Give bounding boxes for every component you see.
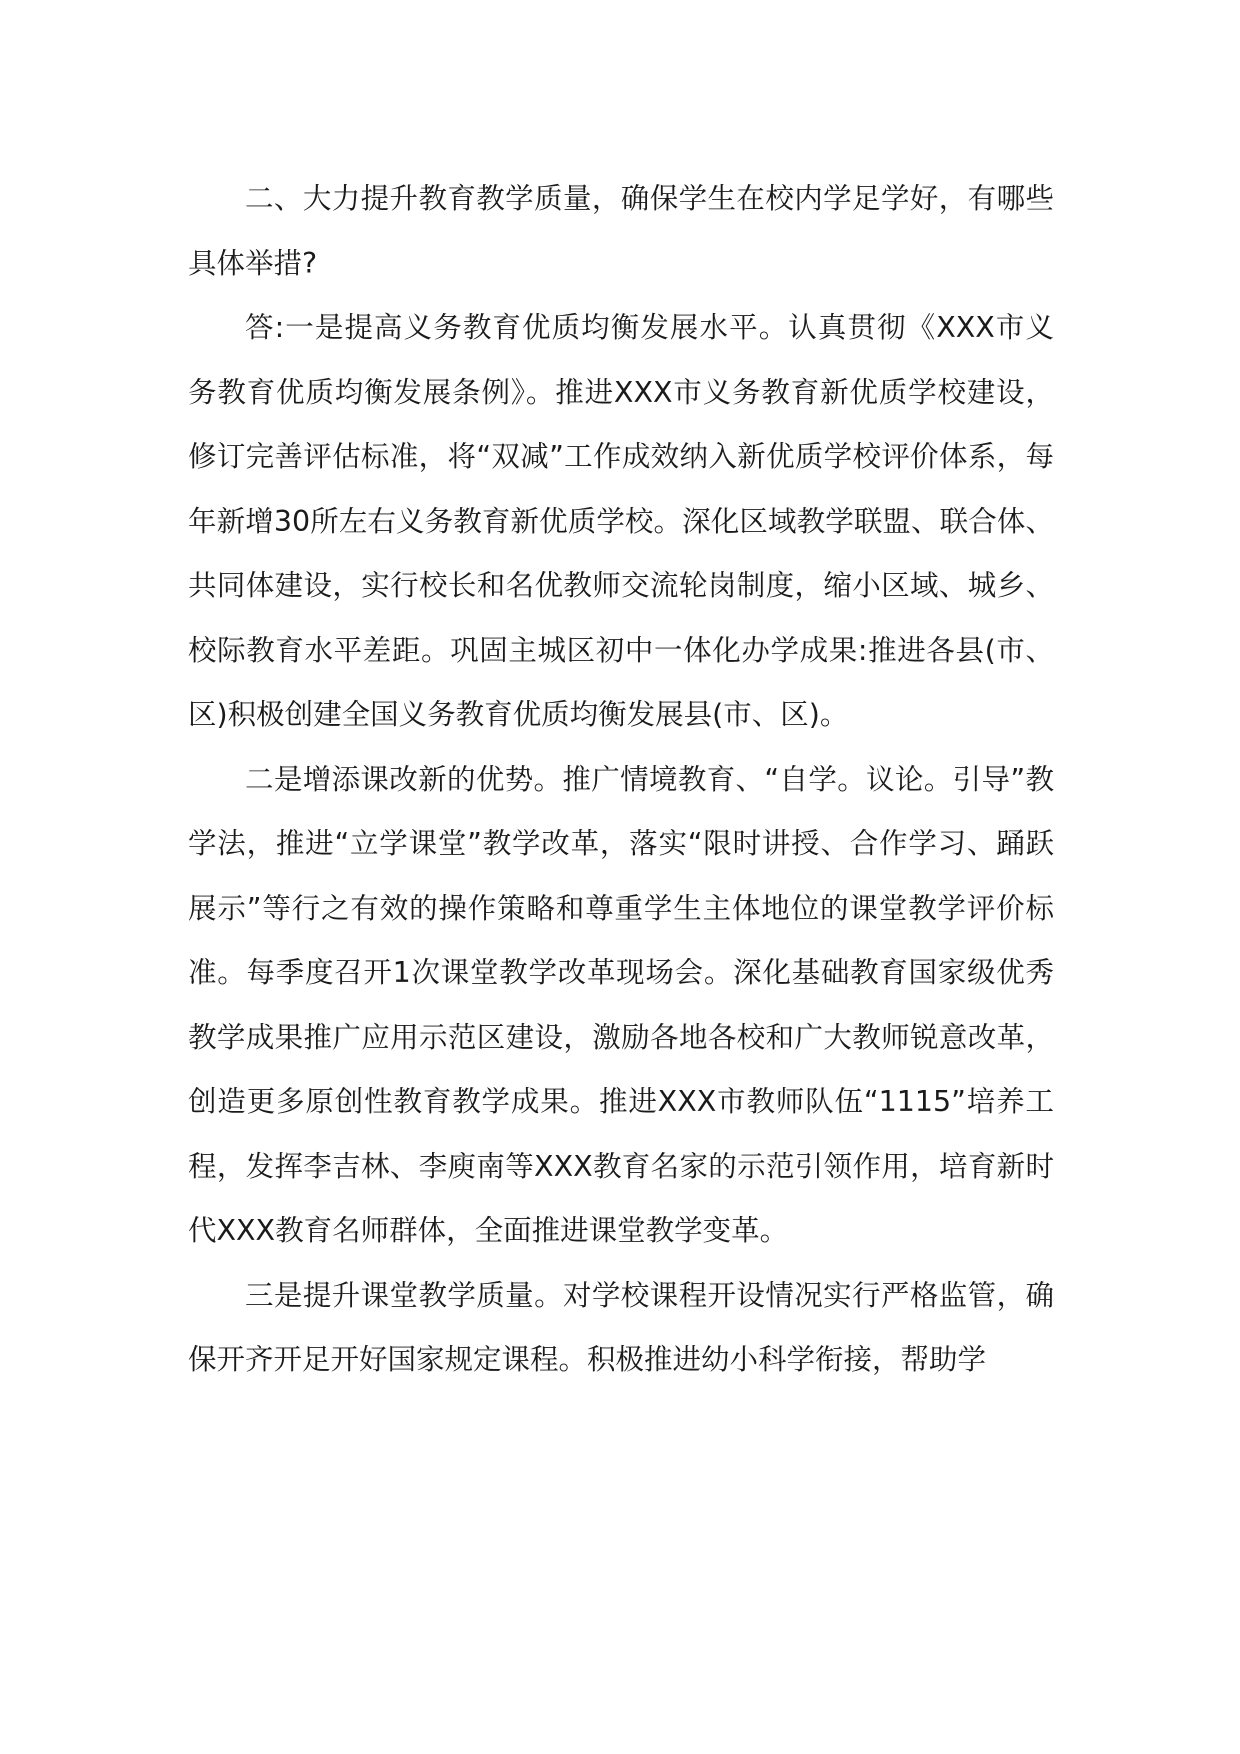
question-heading: 二、大力提升教育教学质量，确保学生在校内学足学好，有哪些具体举措? [188,182,1054,280]
answer-paragraph-2: 二是增添课改新的优势。推广情境教育、“自学。议论。引导”教学法，推进“立学课堂”教学改革，落实“限时讲授、合作学习、踊跃展示”等行之有效的操作策略和尊重学生主体地位的课堂教学评价标准。每季度召开1次课堂教学改革现场会。深化基础教育国家级优秀教学成果推广应用示范区建设，激励各地各校和广大教师锐意改革，创造更多原创性教育教学成果。推进XXX市教师队伍“1115”培养工程，发挥李吉林、李庾南等XXX教育名家的示范引领作用，培育新时代XXX教育名师群体，全面推进课堂教学变革。 [188,762,1054,1247]
body-text [188,167,1054,1393]
answer-paragraph-1: 答:一是提高义务教育优质均衡发展水平。认真贯彻《XXX市义务教育优质均衡发展条例》。推进XXX市义务教育新优质学校建设，修订完善评估标准，将“双减”工作成效纳入新优质学校评价体系，每年新增30所左右义务教育新优质学校。深化区域教学联盟、联合体、共同体建设，实行校长和名优教师交流轮岗制度，缩小区域、城乡、校际教育水平差距。巩固主城区初中一体化办学成果:推进各县(市、区)积极创建全国义务教育优质均衡发展县(市、区)。 [188,311,1054,731]
answer-paragraph-3: 三是提升课堂教学质量。对学校课程开设情况实行严格监管，确保开齐开足开好国家规定课程。积极推进幼小科学衔接，帮助学 [188,1278,1054,1376]
